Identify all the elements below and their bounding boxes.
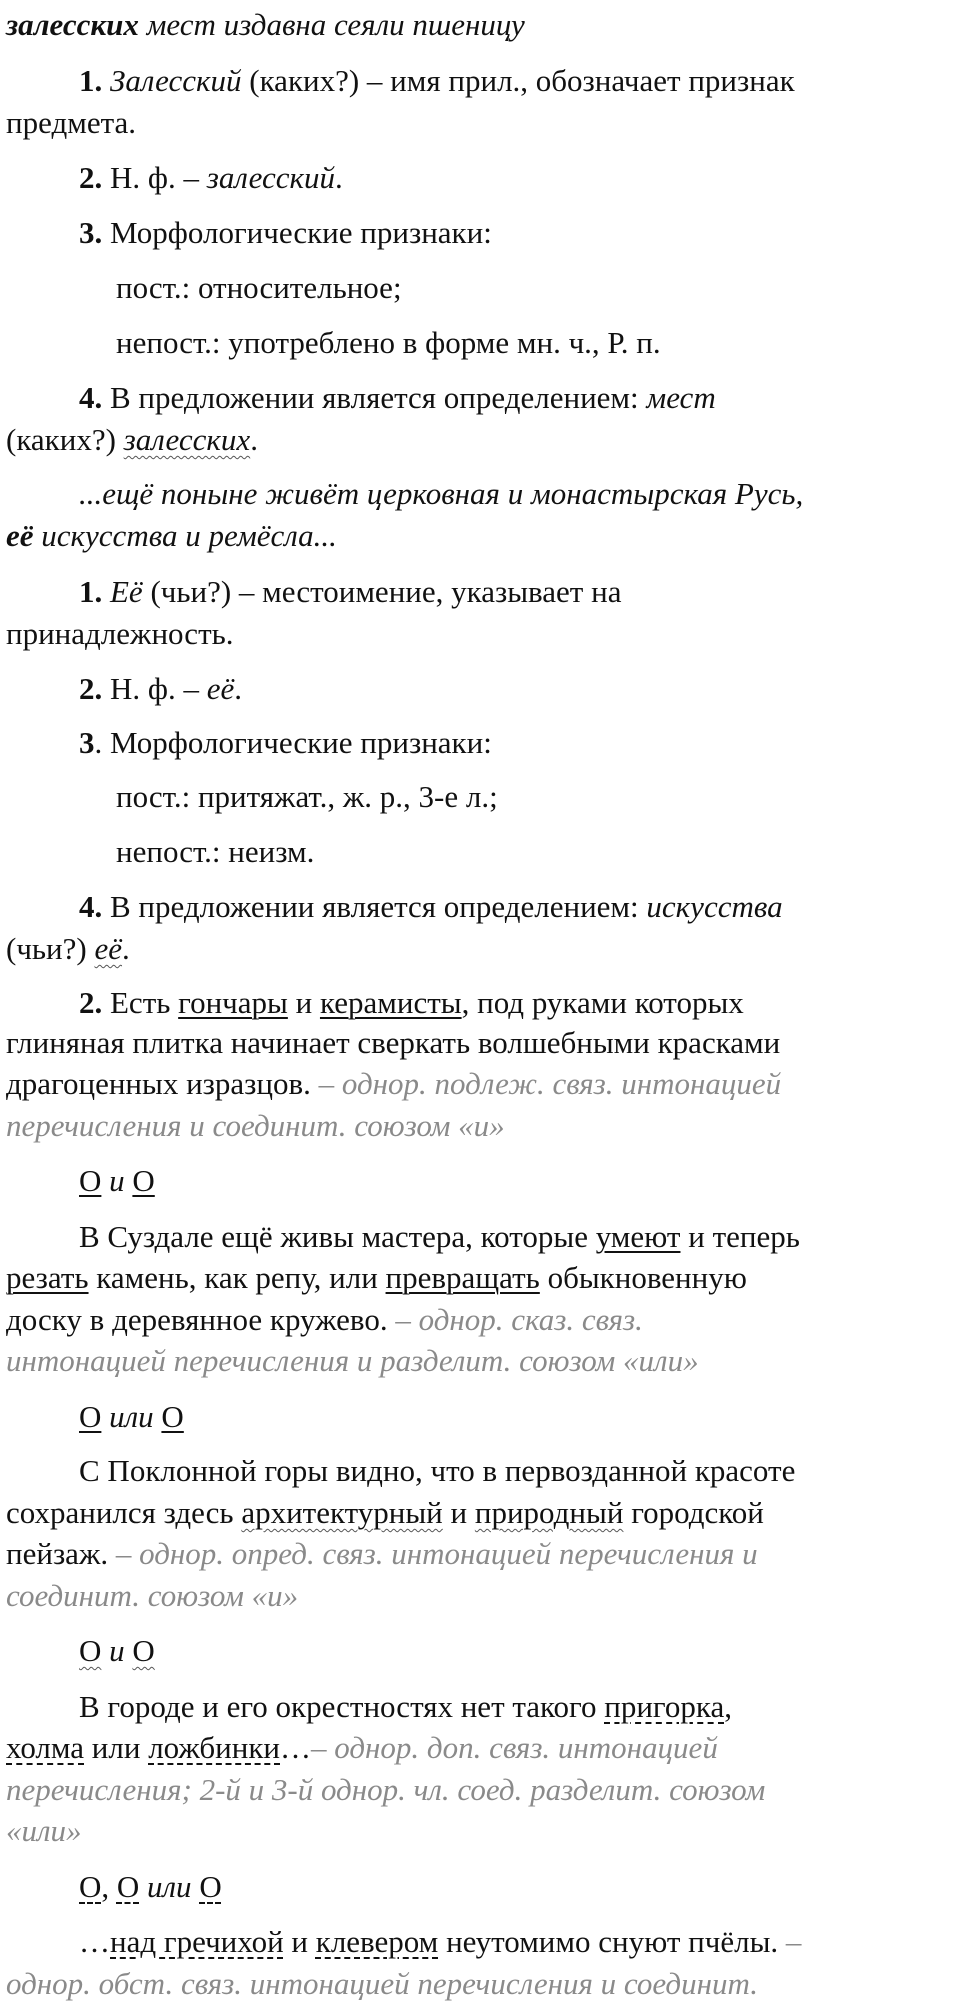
sentence-2-scheme: О или О [79, 1399, 184, 1434]
analysis-step-4: 4. В предложении является определением: мест [79, 380, 716, 415]
sentence-1-line-2: глиняная плитка начинает сверкать волшебными красками [6, 1025, 781, 1060]
example-phrase-1: залесских мест издавна сеяли пшеницу [6, 7, 525, 42]
analysis-step-4-cont: (каких?) залесских. [6, 422, 258, 457]
analysis-2-step-2: 2. Н. ф. – её. [79, 671, 243, 706]
sentence-3-line-3: пейзаж. – однор. опред. связ. интонацией перечисления и [6, 1536, 758, 1571]
sentence-4-scheme: О, О или О [79, 1869, 222, 1904]
sentence-2-line-3: доску в деревянное кружево. – однор. сказ. связ. [6, 1302, 643, 1337]
variable-features: непост.: употреблено в форме мн. ч., Р. п. [116, 325, 661, 360]
analysis-step-1: 1. Залесский (каких?) – имя прил., обозначает признак [79, 63, 795, 98]
sentence-3-comment: соединит. союзом «и» [6, 1578, 299, 1613]
sentence-2: В Суздале ещё живы мастера, которые умеют и теперь [79, 1219, 800, 1254]
sentence-3-scheme: О и О [79, 1633, 155, 1668]
analysis-2-step-1-cont: принадлежность. [6, 616, 234, 651]
analysis-step-2: 2. Н. ф. – залесский. [79, 160, 343, 195]
example-quote-2-cont: её искусства и ремёсла... [6, 518, 337, 553]
sentence-5-comment: однор. обст. связ. интонацией перечисления и соединит. [6, 1966, 758, 2001]
sentence-2-comment: интонацией перечисления и разделит. союзом «или» [6, 1343, 699, 1378]
sentence-3: С Поклонной горы видно, что в первозданной красоте [79, 1453, 796, 1488]
sentence-3-line-2: сохранился здесь архитектурный и природный городской [6, 1495, 764, 1530]
sentence-4: В городе и его окрестностях нет такого пригорка, [79, 1689, 732, 1724]
sentence-1-line-3: драгоценных изразцов. – однор. подлеж. связ. интонацией [6, 1066, 782, 1101]
analysis-step-3: 3. Морфологические признаки: [79, 215, 492, 250]
sentence-2-line-2: резать камень, как репу, или превращать обыкновенную [6, 1260, 747, 1295]
sentence-4-comment-cont: «или» [6, 1813, 82, 1848]
sentence-5: …над гречихой и клевером неутомимо снуют пчёлы. – [79, 1924, 802, 1959]
sentence-4-comment: перечисления; 2-й и 3-й однор. чл. соед. разделит. союзом [6, 1772, 766, 1807]
constant-features-2: пост.: притяжат., ж. р., 3-е л.; [116, 779, 498, 814]
variable-features-2: непост.: неизм. [116, 834, 315, 869]
sentence-1-scheme: О и О [79, 1163, 155, 1198]
sentence-1-comment: перечисления и соединит. союзом «и» [6, 1108, 505, 1143]
analysis-2-step-3: 3. Морфологические признаки: [79, 725, 492, 760]
sentence-4-line-2: холма или ложбинки…– однор. доп. связ. интонацией [6, 1730, 718, 1765]
analysis-2-step-4: 4. В предложении является определением: искусства [79, 889, 783, 924]
analysis-2-step-1: 1. Её (чьи?) – местоимение, указывает на [79, 574, 622, 609]
sentence-1: 2. Есть гончары и керамисты, под руками которых [79, 985, 744, 1020]
constant-features: пост.: относительное; [116, 270, 402, 305]
example-quote-2: ...ещё поныне живёт церковная и монастырская Русь, [79, 476, 804, 511]
analysis-2-step-4-cont: (чьи?) её. [6, 931, 130, 966]
analysis-step-1-cont: предмета. [6, 105, 137, 140]
